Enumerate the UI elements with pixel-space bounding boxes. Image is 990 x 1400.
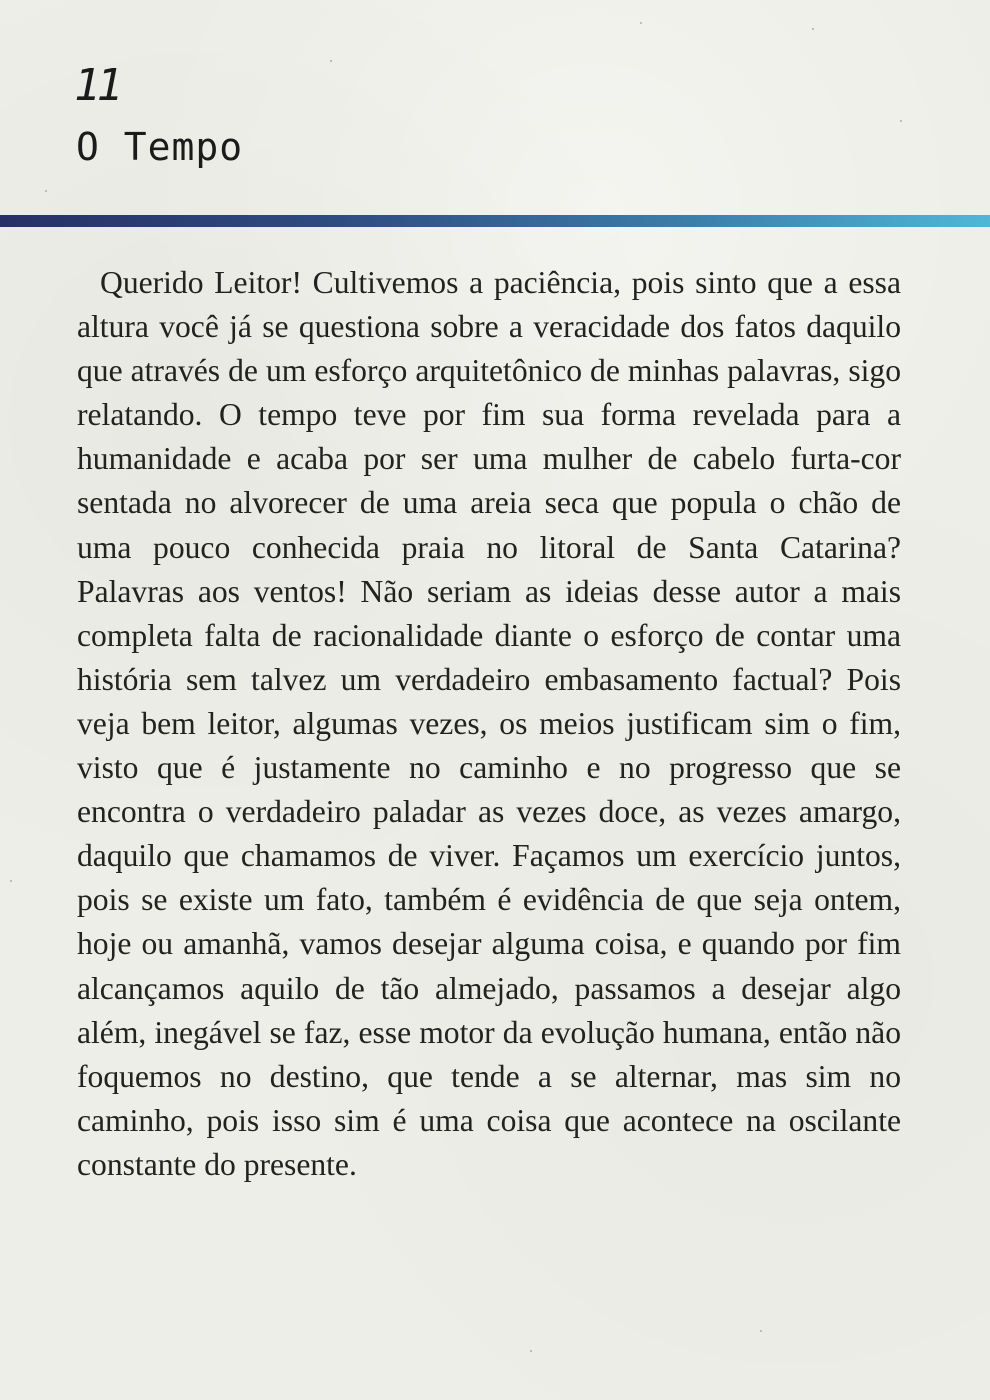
chapter-number: 11 bbox=[74, 60, 119, 111]
paper-speck bbox=[330, 60, 332, 62]
body-paragraph: Querido Leitor! Cultivemos a paciência, pois sinto que a essa altura você já se questiona sobre a veracidade dos fatos daquilo que através de um esforço arquitetônico de minhas palavras, sigo relatando. O tempo teve por fim sua forma revelada para a humanidade e acaba por ser uma mulher de cabelo furta-cor sentada no alvorecer de uma areia seca que popula o chão de uma pouco conhecida praia no litoral de Santa Catarina? Palavras aos ventos! Não seriam as ideias desse autor a mais completa falta de racionalidade diante o esforço de contar uma história sem talvez um verdadeiro embasamento factual? Pois veja bem leitor, algumas vezes, os meios justificam sim o fim, visto que é justamente no caminho e no progresso que se encontra o verdadeiro paladar as vezes doce, as vezes amargo, daquilo que chamamos de viver. Façamos um exercício juntos, pois se existe um fato, também é evidência de que seja ontem, hoje ou amanhã, vamos desejar alguma coisa, e quando por fim alcançamos aquilo de tão almejado, passamos a desejar algo além, inegável se faz, esse motor da evolução humana, então não foquemos no destino, que tende a se alternar, mas sim no caminho, pois isso sim é uma coisa que acontece na oscilante constante do presente. bbox=[77, 265, 901, 1182]
paper-speck bbox=[760, 1330, 762, 1332]
paper-speck bbox=[10, 880, 12, 882]
paper-speck bbox=[640, 22, 642, 24]
paper-speck bbox=[812, 28, 814, 30]
paper-speck bbox=[530, 1350, 532, 1352]
header-divider bbox=[0, 215, 990, 227]
paper-speck bbox=[900, 120, 902, 122]
paper-speck bbox=[45, 190, 47, 192]
chapter-title: O Tempo bbox=[76, 125, 244, 169]
